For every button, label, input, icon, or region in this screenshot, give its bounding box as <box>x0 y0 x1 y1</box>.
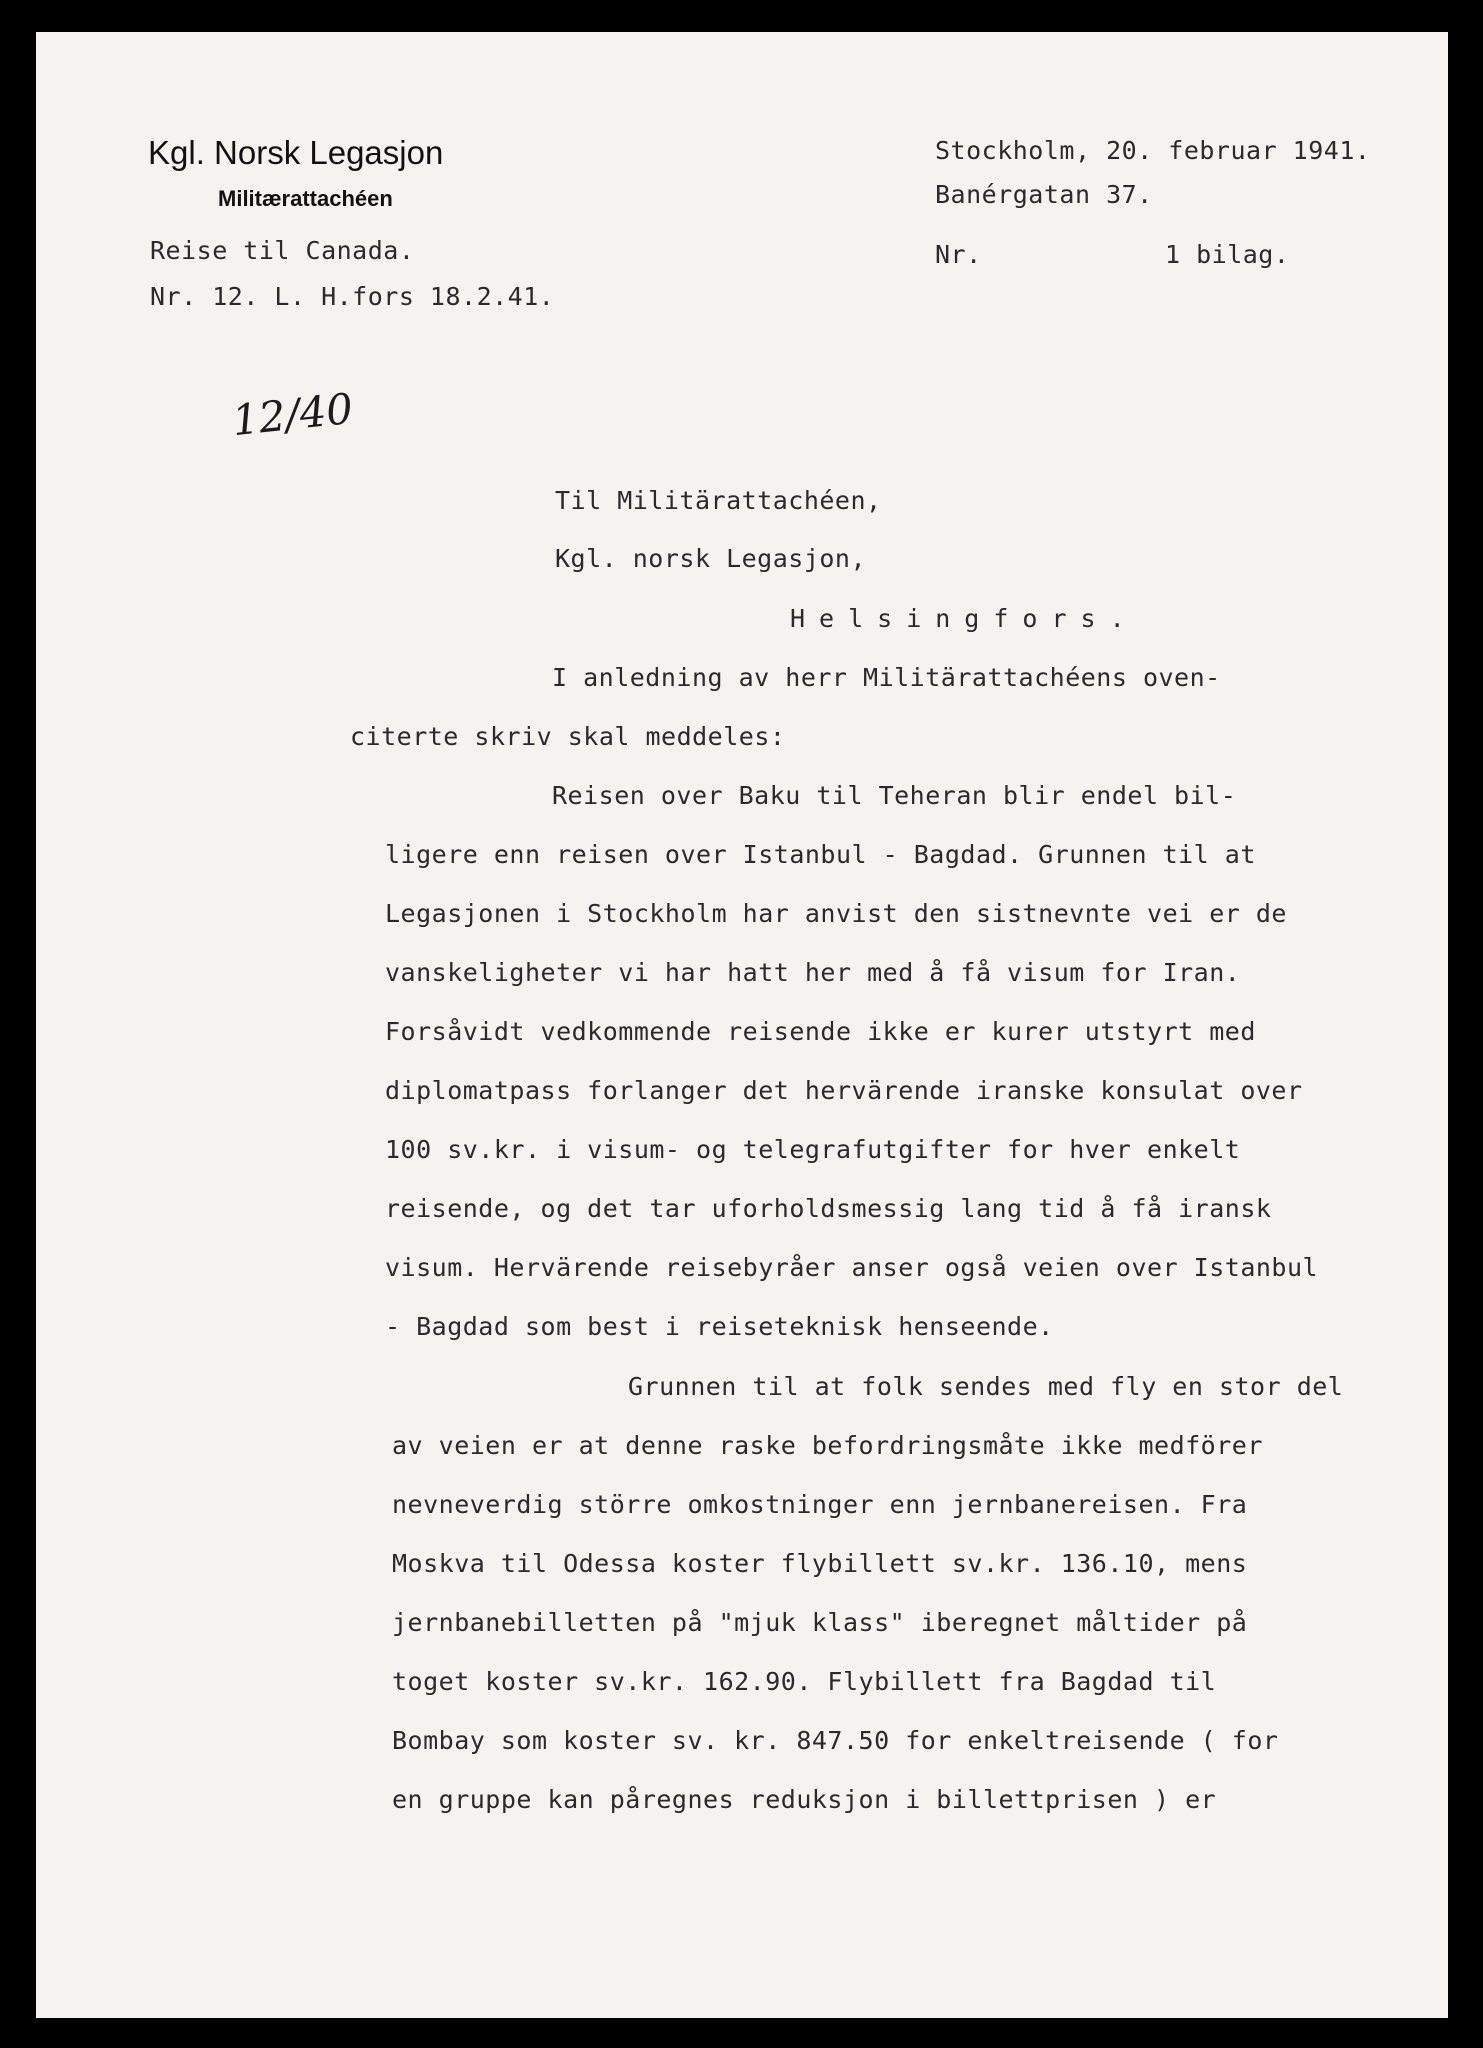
place-date: Stockholm, 20. februar 1941. <box>935 136 1371 165</box>
body-line: nevneverdig större omkostninger enn jernbanereisen. Fra <box>392 1490 1248 1519</box>
reference-subject: Reise til Canada. <box>150 236 415 265</box>
body-line: vanskeligheter vi har hatt her med å få visum for Iran. <box>385 958 1241 987</box>
body-line: citerte skriv skal meddeles: <box>350 722 786 751</box>
body-line: Legasjonen i Stockholm har anvist den sistnevnte vei er de <box>385 899 1287 928</box>
body-line: Moskva til Odessa koster flybillett sv.kr. 136.10, mens <box>392 1549 1248 1578</box>
body-line: visum. Hervärende reisebyråer anser også veien over Istanbul <box>385 1253 1319 1282</box>
handwritten-note: 12/40 <box>229 383 356 446</box>
recipient-line-3: Helsingfors. <box>790 604 1139 633</box>
body-line: I anledning av herr Militärattachéens oven- <box>552 663 1221 692</box>
body-line: jernbanebilletten på "mjuk klass" iberegnet måltider på <box>392 1608 1248 1637</box>
nr-label: Nr. <box>935 240 982 269</box>
recipient-line-1: Til Militärattachéen, <box>555 486 882 515</box>
body-line: 100 sv.kr. i visum- og telegrafutgifter for hver enkelt <box>385 1135 1241 1164</box>
body-line: en gruppe kan påregnes reduksjon i billettprisen ) er <box>392 1785 1217 1814</box>
body-line: toget koster sv.kr. 162.90. Flybillett fra Bagdad til <box>392 1667 1217 1696</box>
body-line: av veien er at denne raske befordringsmåte ikke medförer <box>392 1431 1263 1460</box>
letterhead-department: Militærattachéen <box>218 186 393 211</box>
reference-line: Nr. 12. L. H.fors 18.2.41. <box>150 282 555 311</box>
letterhead-organization: Kgl. Norsk Legasjon <box>148 134 444 171</box>
recipient-line-2: Kgl. norsk Legasjon, <box>555 544 867 573</box>
body-line: Bombay som koster sv. kr. 847.50 for enkeltreisende ( for <box>392 1726 1279 1755</box>
body-line: - Bagdad som best i reiseteknisk henseende. <box>385 1312 1054 1341</box>
body-line: Forsåvidt vedkommende reisende ikke er kurer utstyrt med <box>385 1017 1256 1046</box>
body-line: Grunnen til at folk sendes med fly en stor del <box>628 1372 1344 1401</box>
body-line: diplomatpass forlanger det hervärende iranske konsulat over <box>385 1076 1303 1105</box>
attachments: 1 bilag. <box>1165 240 1290 269</box>
body-line: ligere enn reisen over Istanbul - Bagdad. Grunnen til at <box>385 840 1256 869</box>
address: Banérgatan 37. <box>935 180 1153 209</box>
body-line: reisende, og det tar uforholdsmessig lang tid å få iransk <box>385 1194 1272 1223</box>
body-line: Reisen over Baku til Teheran blir endel bil- <box>552 781 1237 810</box>
